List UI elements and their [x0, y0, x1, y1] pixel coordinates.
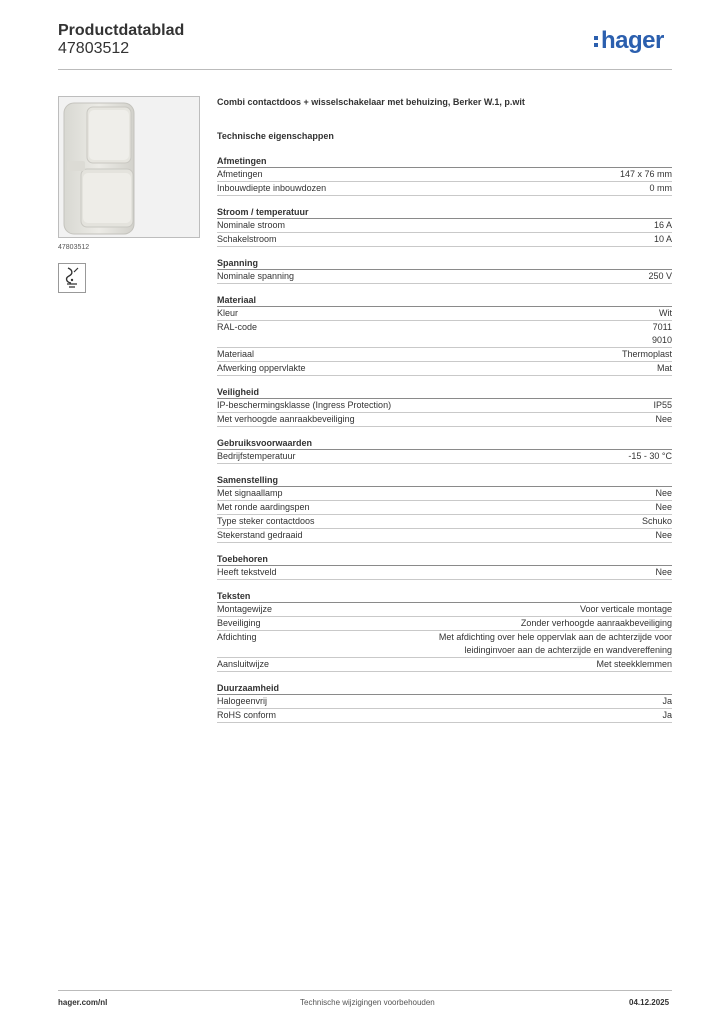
footer-notice: Technische wijzigingen voorbehouden — [300, 998, 435, 1007]
header-divider — [58, 69, 672, 70]
spec-section — [217, 437, 672, 464]
spec-label: Nominale spanning — [217, 271, 295, 281]
spec-value: 0 mm — [649, 183, 672, 193]
spec-row — [217, 362, 672, 376]
spec-label: Afwerking oppervlakte — [217, 363, 306, 373]
spec-value: 147 x 76 mm — [619, 169, 672, 179]
spec-row — [217, 413, 672, 427]
spec-label: Materiaal — [217, 349, 255, 359]
spec-row — [217, 529, 672, 543]
spec-row — [217, 501, 672, 515]
spec-row — [217, 270, 672, 284]
footer-date: 04.12.2025 — [629, 998, 670, 1007]
section-title: Spanning — [217, 257, 672, 270]
spec-section — [217, 294, 672, 376]
spec-sections — [217, 155, 672, 723]
spec-label: Inbouwdiepte inbouwdozen — [217, 183, 327, 193]
spec-content — [217, 97, 672, 723]
footer-website: hager.com/nl — [58, 998, 108, 1007]
spec-value: Nee — [655, 502, 672, 512]
spec-section — [217, 155, 672, 196]
spec-value: Nee — [655, 488, 672, 498]
spec-section — [217, 553, 672, 580]
spec-section — [217, 682, 672, 723]
spec-row — [217, 182, 672, 196]
spec-value: -15 - 30 °C — [628, 451, 672, 461]
spec-row — [217, 566, 672, 580]
spec-value: Nee — [655, 567, 672, 577]
spec-label: Stekerstand gedraaid — [217, 530, 303, 540]
spec-row — [217, 399, 672, 413]
spec-label: Met ronde aardingspen — [217, 502, 310, 512]
spec-label: Afmetingen — [217, 169, 263, 179]
spec-label: Bedrijfstemperatuur — [217, 451, 296, 461]
footer-divider — [58, 990, 672, 991]
spec-label: Afdichting — [217, 632, 257, 642]
spec-row — [217, 307, 672, 321]
spec-section — [217, 386, 672, 427]
logo-dots-icon — [594, 36, 599, 50]
spec-row — [217, 321, 672, 348]
spec-section — [217, 474, 672, 543]
spec-value: 10 A — [653, 234, 672, 244]
product-image — [58, 96, 200, 238]
spec-label: Type steker contactdoos — [217, 516, 315, 526]
spec-label: Aansluitwijze — [217, 659, 270, 669]
spec-row — [217, 603, 672, 617]
spec-section — [217, 206, 672, 247]
section-title: Afmetingen — [217, 155, 672, 168]
section-title: Gebruiksvoorwaarden — [217, 437, 672, 450]
spec-value: Schuko — [641, 516, 672, 526]
spec-row — [217, 709, 672, 723]
spec-value: Nee — [655, 414, 672, 424]
spec-heading: Technische eigenschappen — [217, 131, 334, 141]
section-title: Samenstelling — [217, 474, 672, 487]
section-title: Stroom / temperatuur — [217, 206, 672, 219]
spec-row — [217, 515, 672, 529]
spec-label: Met signaallamp — [217, 488, 283, 498]
spec-label: Kleur — [217, 308, 239, 318]
hager-logo: hager — [594, 28, 664, 54]
spec-row — [217, 617, 672, 631]
image-caption: 47803512 — [58, 244, 90, 251]
spec-label: Met verhoogde aanraakbeveiliging — [217, 414, 355, 424]
product-photo-icon — [59, 97, 199, 237]
spec-label: RAL-code — [217, 322, 258, 332]
spec-value: Ja — [662, 710, 672, 720]
spec-row — [217, 658, 672, 672]
spec-row — [217, 631, 672, 658]
spec-label: RoHS conform — [217, 710, 277, 720]
product-name: Combi contactdoos + wisselschakelaar met behuizing, Berker W.1, p.wit — [217, 97, 525, 107]
spec-value: 7011 9010 — [651, 322, 672, 345]
product-number: 47803512 — [58, 40, 130, 57]
page-title: Productdatablad — [58, 22, 185, 39]
spec-value: 16 A — [653, 220, 672, 230]
spec-section — [217, 590, 672, 672]
spec-label: Schakelstroom — [217, 234, 277, 244]
section-title: Teksten — [217, 590, 672, 603]
spec-row — [217, 168, 672, 182]
spec-row — [217, 450, 672, 464]
spec-value: 250 V — [648, 271, 672, 281]
spec-row — [217, 348, 672, 362]
section-title: Duurzaamheid — [217, 682, 672, 695]
section-title: Veiligheid — [217, 386, 672, 399]
spec-label: Heeft tekstveld — [217, 567, 277, 577]
spec-value: IP55 — [653, 400, 672, 410]
spec-value: Voor verticale montage — [579, 604, 672, 614]
spec-label: Montagewijze — [217, 604, 273, 614]
spec-value: Met afdichting over hele oppervlak aan de achterzijde voor leidinginvoer aan de achterzijde en wandvereffening — [438, 632, 672, 655]
spec-row — [217, 233, 672, 247]
section-title: Materiaal — [217, 294, 672, 307]
spec-value: Ja — [662, 696, 672, 706]
spec-value: Nee — [655, 530, 672, 540]
spec-label: Beveiliging — [217, 618, 261, 628]
spec-value: Met steekklemmen — [596, 659, 672, 669]
spec-label: Halogeenvrij — [217, 696, 268, 706]
spec-row — [217, 487, 672, 501]
spec-label: Nominale stroom — [217, 220, 286, 230]
section-title: Toebehoren — [217, 553, 672, 566]
spec-section — [217, 257, 672, 284]
spec-value: Zonder verhoogde aanraakbeveiliging — [520, 618, 672, 628]
spec-row — [217, 219, 672, 233]
spec-value: Mat — [656, 363, 672, 373]
spec-value: Wit — [659, 308, 672, 318]
spec-row — [217, 695, 672, 709]
spec-label: IP-beschermingsklasse (Ingress Protection) — [217, 400, 392, 410]
spec-value: Thermoplast — [621, 349, 672, 359]
cable-clamp-icon — [58, 263, 86, 293]
